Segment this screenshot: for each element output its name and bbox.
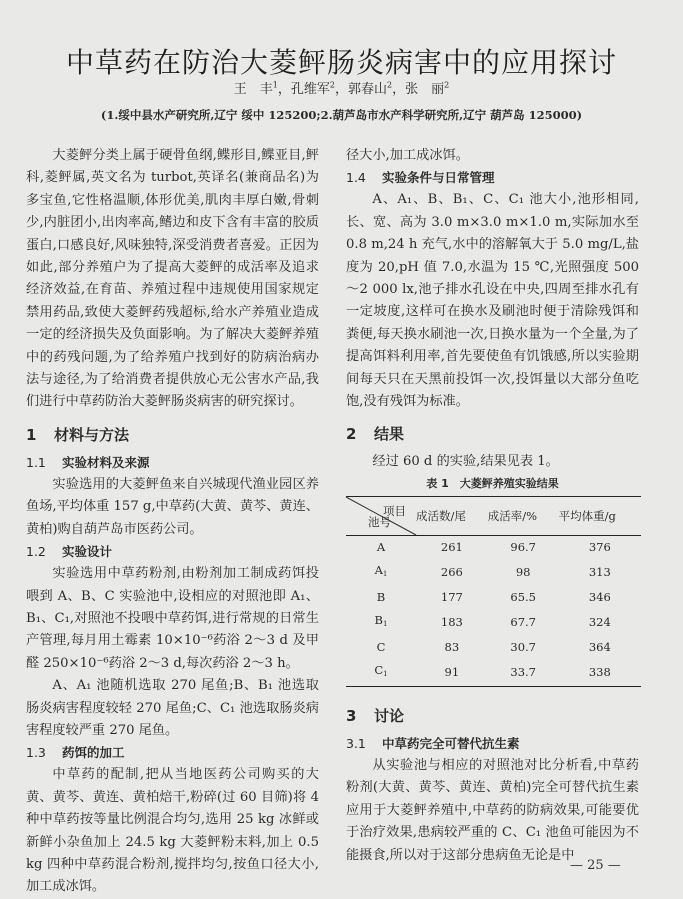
subsection-title: 实验设计 <box>62 544 113 560</box>
section-heading-3 <box>346 705 639 727</box>
column-header: 成活率/% <box>487 508 538 523</box>
rate-cell: 96.7 <box>510 540 536 555</box>
pool-label: B <box>374 613 383 628</box>
weight-cell: 313 <box>588 565 611 580</box>
table-row <box>346 609 641 635</box>
right-column <box>346 145 639 867</box>
pool-subscript: 1 <box>382 570 388 579</box>
table-corner-cell <box>346 496 416 535</box>
subsection-title: 实验条件与日常管理 <box>382 170 495 186</box>
subsection-heading-1-4 <box>346 167 639 189</box>
subsection-title: 药饵的加工 <box>62 745 125 761</box>
table-body <box>346 535 641 686</box>
survivors-cell: 177 <box>440 590 463 605</box>
corner-label-pool: 池号 <box>368 515 391 530</box>
section-number: 2 <box>346 425 357 444</box>
paragraph-3-1: 从实验池与相应的对照池对比分析看,中草药粉剂(大黄、黄芩、黄连、黄柏)完全可替代抗生素应用于大菱鲆养殖中,中草药的防病效果,可能要优于治疗效果,患病较严重的 C、C₁ 池鱼可能因为不能摄食,所以对于这部分患病鱼无论是中 <box>346 757 639 863</box>
subsection-number: 1.1 <box>26 454 46 470</box>
table-row <box>346 636 641 660</box>
paragraph-1-4: A、A₁、B、B₁、C、C₁ 池大小,池形相同,长、宽、高为 3.0 m×3.0 m×1.0 m,实际加水至 0.8 m,24 h 充气,水中的溶解氧大于 5.0 mg/L,盐度为 20,pH 值 7.0,水温为 15 ℃,光照强度 500～2 000 lx,池子排水孔设在中央,四周至排水孔有一定坡度,这样可在换水及刷池时便于清除残饵和粪便,每天换水刷池一次,日换水量为一个全量,为了提高饵料利用率,首先要使鱼有饥饿感,所以实验期间每天只在天黑前投饵一次,投饵量以大部分鱼吃饱,没有残饵为标准。 <box>346 192 639 410</box>
rate-cell: 30.7 <box>510 640 536 655</box>
pool-cell <box>346 586 416 610</box>
pool-cell <box>346 659 416 686</box>
pool-subscript: 1 <box>383 670 388 679</box>
weight-cell: 346 <box>588 590 611 605</box>
subsection-number: 1.4 <box>346 170 366 186</box>
table-row <box>346 559 641 585</box>
column-header: 平均体重/g <box>558 508 616 523</box>
pool-cell <box>346 535 416 559</box>
subsection-number: 1.3 <box>26 745 46 761</box>
affiliations: (1.绥中县水产研究所,辽宁 绥中 125200;2.葫芦岛市水产科学研究所,辽宁 葫芦岛 125000) <box>100 108 583 122</box>
rate-cell: 65.5 <box>510 590 536 605</box>
paper-title: 中草药在防治大菱鲆肠炎病害中的应用探讨 <box>65 45 617 79</box>
weight-cell: 338 <box>588 665 611 680</box>
paragraph-1-2a: 实验选用中草药粉剂,由粉剂加工制成药饵投喂到 A、B、C 实验池中,设相应的对照池即 A₁、B₁、C₁,对照池不投喂中草药饵,进行常规的日常生产管理,每月用土霉素 10×10⁻⁶药浴 2～3 d 及甲醛 250×10⁻⁶药浴 2～3 d,每次药浴 2～3 h。 <box>26 566 319 671</box>
subsection-title: 实验材料及来源 <box>62 454 150 470</box>
pool-label: C <box>376 640 386 655</box>
weight-cell: 376 <box>588 540 611 555</box>
section-title: 结果 <box>374 425 405 444</box>
paragraph-1-3: 中草药的配制,把从当地医药公司购买的大黄、黄芩、黄连、黄柏焙干,粉碎(过 60 目筛)将 4 种中草药按等量比例混合均匀,选用 25 kg 冰鲜或新鲜小杂鱼加上 24.5 kg 大菱鲆粉末料,加上 0.5 kg 四种中草药混合粉剂,搅拌均匀,按鱼口径大小,加工成冰饵。 <box>26 767 319 895</box>
pool-label: A <box>376 540 386 555</box>
results-table <box>346 496 641 687</box>
pool-cell <box>346 609 416 635</box>
table-caption: 表 1 大菱鲆养殖实验结果 <box>426 476 559 490</box>
subsection-heading-3-1 <box>346 733 639 755</box>
subsection-number: 3.1 <box>346 735 366 751</box>
section-heading-2 <box>346 423 639 445</box>
pool-cell <box>346 636 416 660</box>
rate-cell: 98 <box>515 565 531 580</box>
subsection-heading-1-2 <box>26 541 319 563</box>
subsection-title: 中草药完全可替代抗生素 <box>382 735 520 751</box>
author-separator: ， <box>392 82 406 97</box>
left-column <box>26 145 319 895</box>
column-header: 成活数/尾 <box>416 508 466 523</box>
pool-label: B <box>376 590 386 605</box>
subsection-heading-1-3 <box>26 742 319 764</box>
survivors-cell: 261 <box>440 540 463 555</box>
table-row <box>346 535 641 559</box>
survivors-cell: 83 <box>444 640 460 655</box>
pool-label: C <box>374 663 384 678</box>
paragraph-1-2b: A、A₁ 池随机选取 270 尾鱼;B、B₁ 池选取肠炎病害程度较轻 270 尾鱼;C、C₁ 池选取肠炎病害程度较严重 270 尾鱼。 <box>26 678 319 738</box>
subsection-number: 1.2 <box>26 544 46 560</box>
paragraph-1-1: 实验选用的大菱鲆鱼来自兴城现代渔业园区养鱼场,平均体重 157 g,中草药(大黄、黄芩、黄连、黄柏)购自葫芦岛市医药公司。 <box>26 476 319 537</box>
pool-subscript: 1 <box>382 620 388 629</box>
table-row <box>346 659 641 686</box>
author-affil-mark: 2 <box>387 80 393 90</box>
section-number: 3 <box>346 706 357 725</box>
section-title: 材料与方法 <box>54 425 130 444</box>
author-separator: ， <box>334 82 348 97</box>
author-affil-mark: 1 <box>272 80 278 90</box>
author-affil-mark: 2 <box>444 80 450 90</box>
author-separator: ， <box>277 82 291 97</box>
author-name: 王 丰 <box>233 82 273 97</box>
survivors-cell: 91 <box>444 665 460 680</box>
section-number: 1 <box>26 425 37 444</box>
paragraph-2: 经过 60 d 的实验,结果见表 1。 <box>372 454 559 470</box>
page-number: — 25 — <box>570 858 621 873</box>
author-affil-mark: 2 <box>329 80 335 90</box>
section-heading-1 <box>26 424 319 446</box>
section-title: 讨论 <box>374 706 405 725</box>
table-header-row <box>346 496 641 535</box>
paragraph-1-3-continued: 径大小,加工成冰饵。 <box>346 148 469 163</box>
survivors-cell: 266 <box>440 565 463 580</box>
table-row <box>346 586 641 610</box>
rate-cell: 67.7 <box>510 615 536 630</box>
author-name: 孔维军 <box>290 82 330 97</box>
pool-label: A <box>374 563 383 578</box>
survivors-cell: 183 <box>440 615 463 630</box>
weight-cell: 324 <box>588 615 611 630</box>
pool-cell <box>346 559 416 585</box>
weight-cell: 364 <box>588 640 611 655</box>
subsection-heading-1-1 <box>26 452 319 474</box>
author-name: 张 丽 <box>405 82 445 97</box>
intro-paragraph: 大菱鲆分类上属于硬骨鱼纲,鲽形目,鲽亚目,鲆科,菱鲆属,英文名为 turbot,英译名(兼商品名)为多宝鱼,它性格温顺,体形优美,肌肉丰厚白嫩,骨刺少,内脏团小,出肉率高,鳍边和皮下含有丰富的胶质蛋白,口感良好,风味独特,深受消费者喜爱。正因为如此,部分养殖户为了提高大菱鲆的成活率及追求经济效益,在育苗、养殖过程中违规使用国家规定禁用药品,致使大菱鲆药残超标,给水产养殖业造成一定的经济损失及负面影响。为了解决大菱鲆养殖中的药残问题,为了给养殖户找到好的防病治病办法与途径,为了给消费者提供放心无公害水产品,我们进行中草药防治大菱鲆肠炎病害的研究探讨。 <box>26 148 319 410</box>
author-list <box>0 78 683 97</box>
author-name: 郭春山 <box>348 82 388 97</box>
corner-label-item: 项目 <box>383 503 406 518</box>
rate-cell: 33.7 <box>510 665 536 680</box>
